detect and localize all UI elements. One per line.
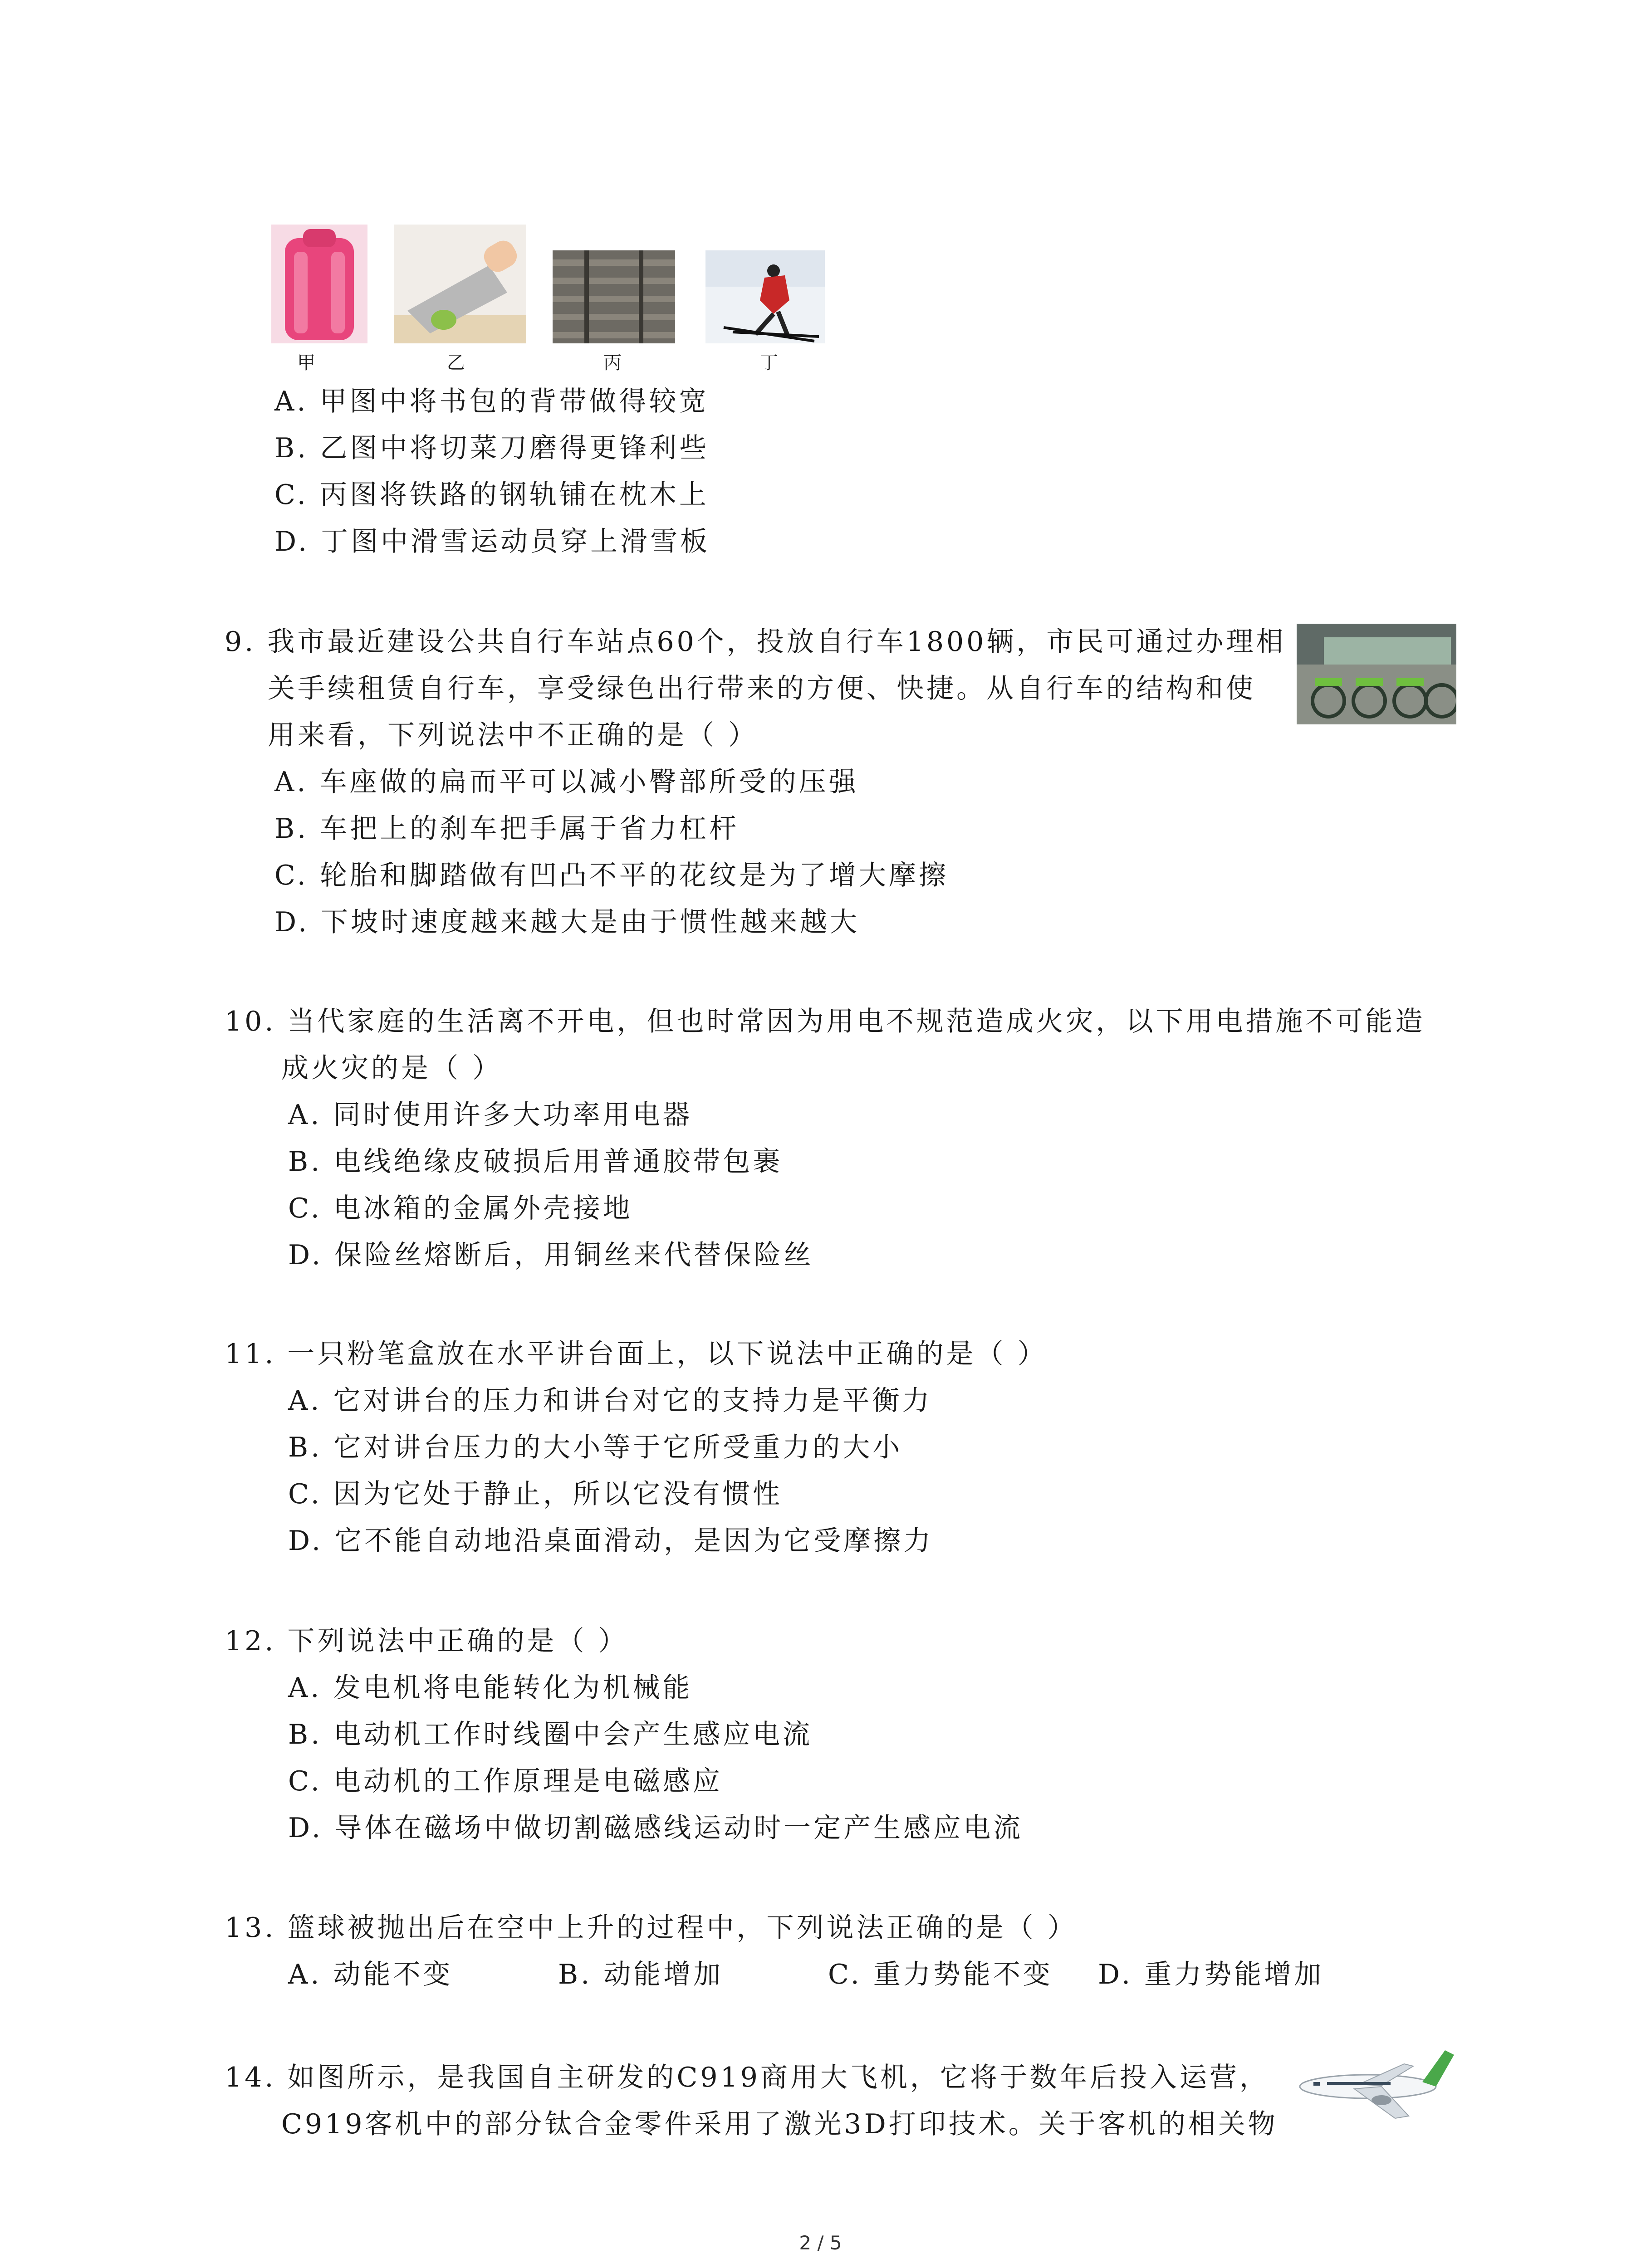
q13-option-d: D. 重力势能增加: [1098, 1959, 1324, 1990]
q12-option-d: D. 导体在磁场中做切割磁感线运动时一定产生感应电流: [288, 1812, 1024, 1844]
c919-airplane-photo: [1291, 2032, 1459, 2132]
q8-option-b: B. 乙图中将切菜刀磨得更锋利些: [274, 432, 710, 464]
figure-caption-yi: 乙: [447, 352, 465, 373]
bicycle-station-photo: [1297, 624, 1456, 724]
q10-stem-line-1: 10. 当代家庭的生活离不开电，但也时常因为用电不规范造成火灾，以下用电措施不可能造: [225, 1006, 1425, 1037]
q13-stem: 13. 篮球被抛出后在空中上升的过程中，下列说法正确的是（ ）: [225, 1912, 1078, 1944]
q10-option-d: D. 保险丝熔断后，用铜丝来代替保险丝: [288, 1239, 814, 1271]
q14-stem-line-1: 14. 如图所示，是我国自主研发的C919商用大飞机，它将于数年后投入运营，: [225, 2062, 1269, 2093]
page-number: 2 / 5: [799, 2232, 842, 2254]
q10-option-b: B. 电线绝缘皮破损后用普通胶带包裹: [288, 1146, 783, 1178]
q12-option-b: B. 电动机工作时线圈中会产生感应电流: [288, 1719, 813, 1750]
q12-option-a: A. 发电机将电能转化为机械能: [288, 1672, 693, 1704]
q10-option-c: C. 电冰箱的金属外壳接地: [288, 1193, 633, 1224]
q11-option-d: D. 它不能自动地沿桌面滑动，是因为它受摩擦力: [288, 1525, 934, 1557]
figure-caption-bing: 丙: [603, 352, 622, 373]
figure-caption-jia: 甲: [297, 352, 315, 373]
q9-stem-line-2: 关手续租赁自行车，享受绿色出行带来的方便、快捷。从自行车的结构和使: [268, 673, 1256, 704]
kitchen-knife-photo: [394, 225, 526, 343]
q8-option-d: D. 丁图中滑雪运动员穿上滑雪板: [274, 526, 710, 557]
q9-stem-line-3: 用来看，下列说法中不正确的是（ ）: [268, 719, 759, 751]
q13-option-c: C. 重力势能不变: [828, 1959, 1053, 1990]
q13-option-a: A. 动能不变: [288, 1959, 453, 1990]
skier-photo: [705, 250, 825, 343]
q8-option-a: A. 甲图中将书包的背带做得较宽: [274, 386, 709, 417]
q12-option-c: C. 电动机的工作原理是电磁感应: [288, 1765, 723, 1797]
q9-option-c: C. 轮胎和脚踏做有凹凸不平的花纹是为了增大摩擦: [274, 860, 949, 891]
q9-stem-line-1: 9. 我市最近建设公共自行车站点60个，投放自行车1800辆，市民可通过办理相: [225, 626, 1286, 658]
q11-option-c: C. 因为它处于静止，所以它没有惯性: [288, 1478, 783, 1510]
q12-stem: 12. 下列说法中正确的是（ ）: [225, 1625, 628, 1657]
q8-option-c: C. 丙图将铁路的钢轨铺在枕木上: [274, 479, 709, 511]
backpack-photo: [271, 225, 367, 343]
q10-option-a: A. 同时使用许多大功率用电器: [288, 1099, 693, 1131]
q14-stem-line-2: C919客机中的部分钛合金零件采用了激光3D打印技术。关于客机的相关物: [281, 2108, 1278, 2140]
q11-option-b: B. 它对讲台压力的大小等于它所受重力的大小: [288, 1432, 903, 1463]
q11-stem: 11. 一只粉笔盒放在水平讲台面上，以下说法中正确的是（ ）: [225, 1338, 1048, 1370]
q10-stem-line-2: 成火灾的是（ ）: [281, 1052, 503, 1084]
q11-option-a: A. 它对讲台的压力和讲台对它的支持力是平衡力: [288, 1385, 932, 1417]
figure-caption-ding: 丁: [760, 352, 778, 373]
railway-track-photo: [553, 250, 675, 343]
q9-option-b: B. 车把上的刹车把手属于省力杠杆: [274, 813, 740, 845]
q13-option-b: B. 动能增加: [558, 1959, 724, 1990]
q9-option-d: D. 下坡时速度越来越大是由于惯性越来越大: [274, 906, 860, 938]
q9-option-a: A. 车座做的扁而平可以减小臀部所受的压强: [274, 766, 859, 798]
